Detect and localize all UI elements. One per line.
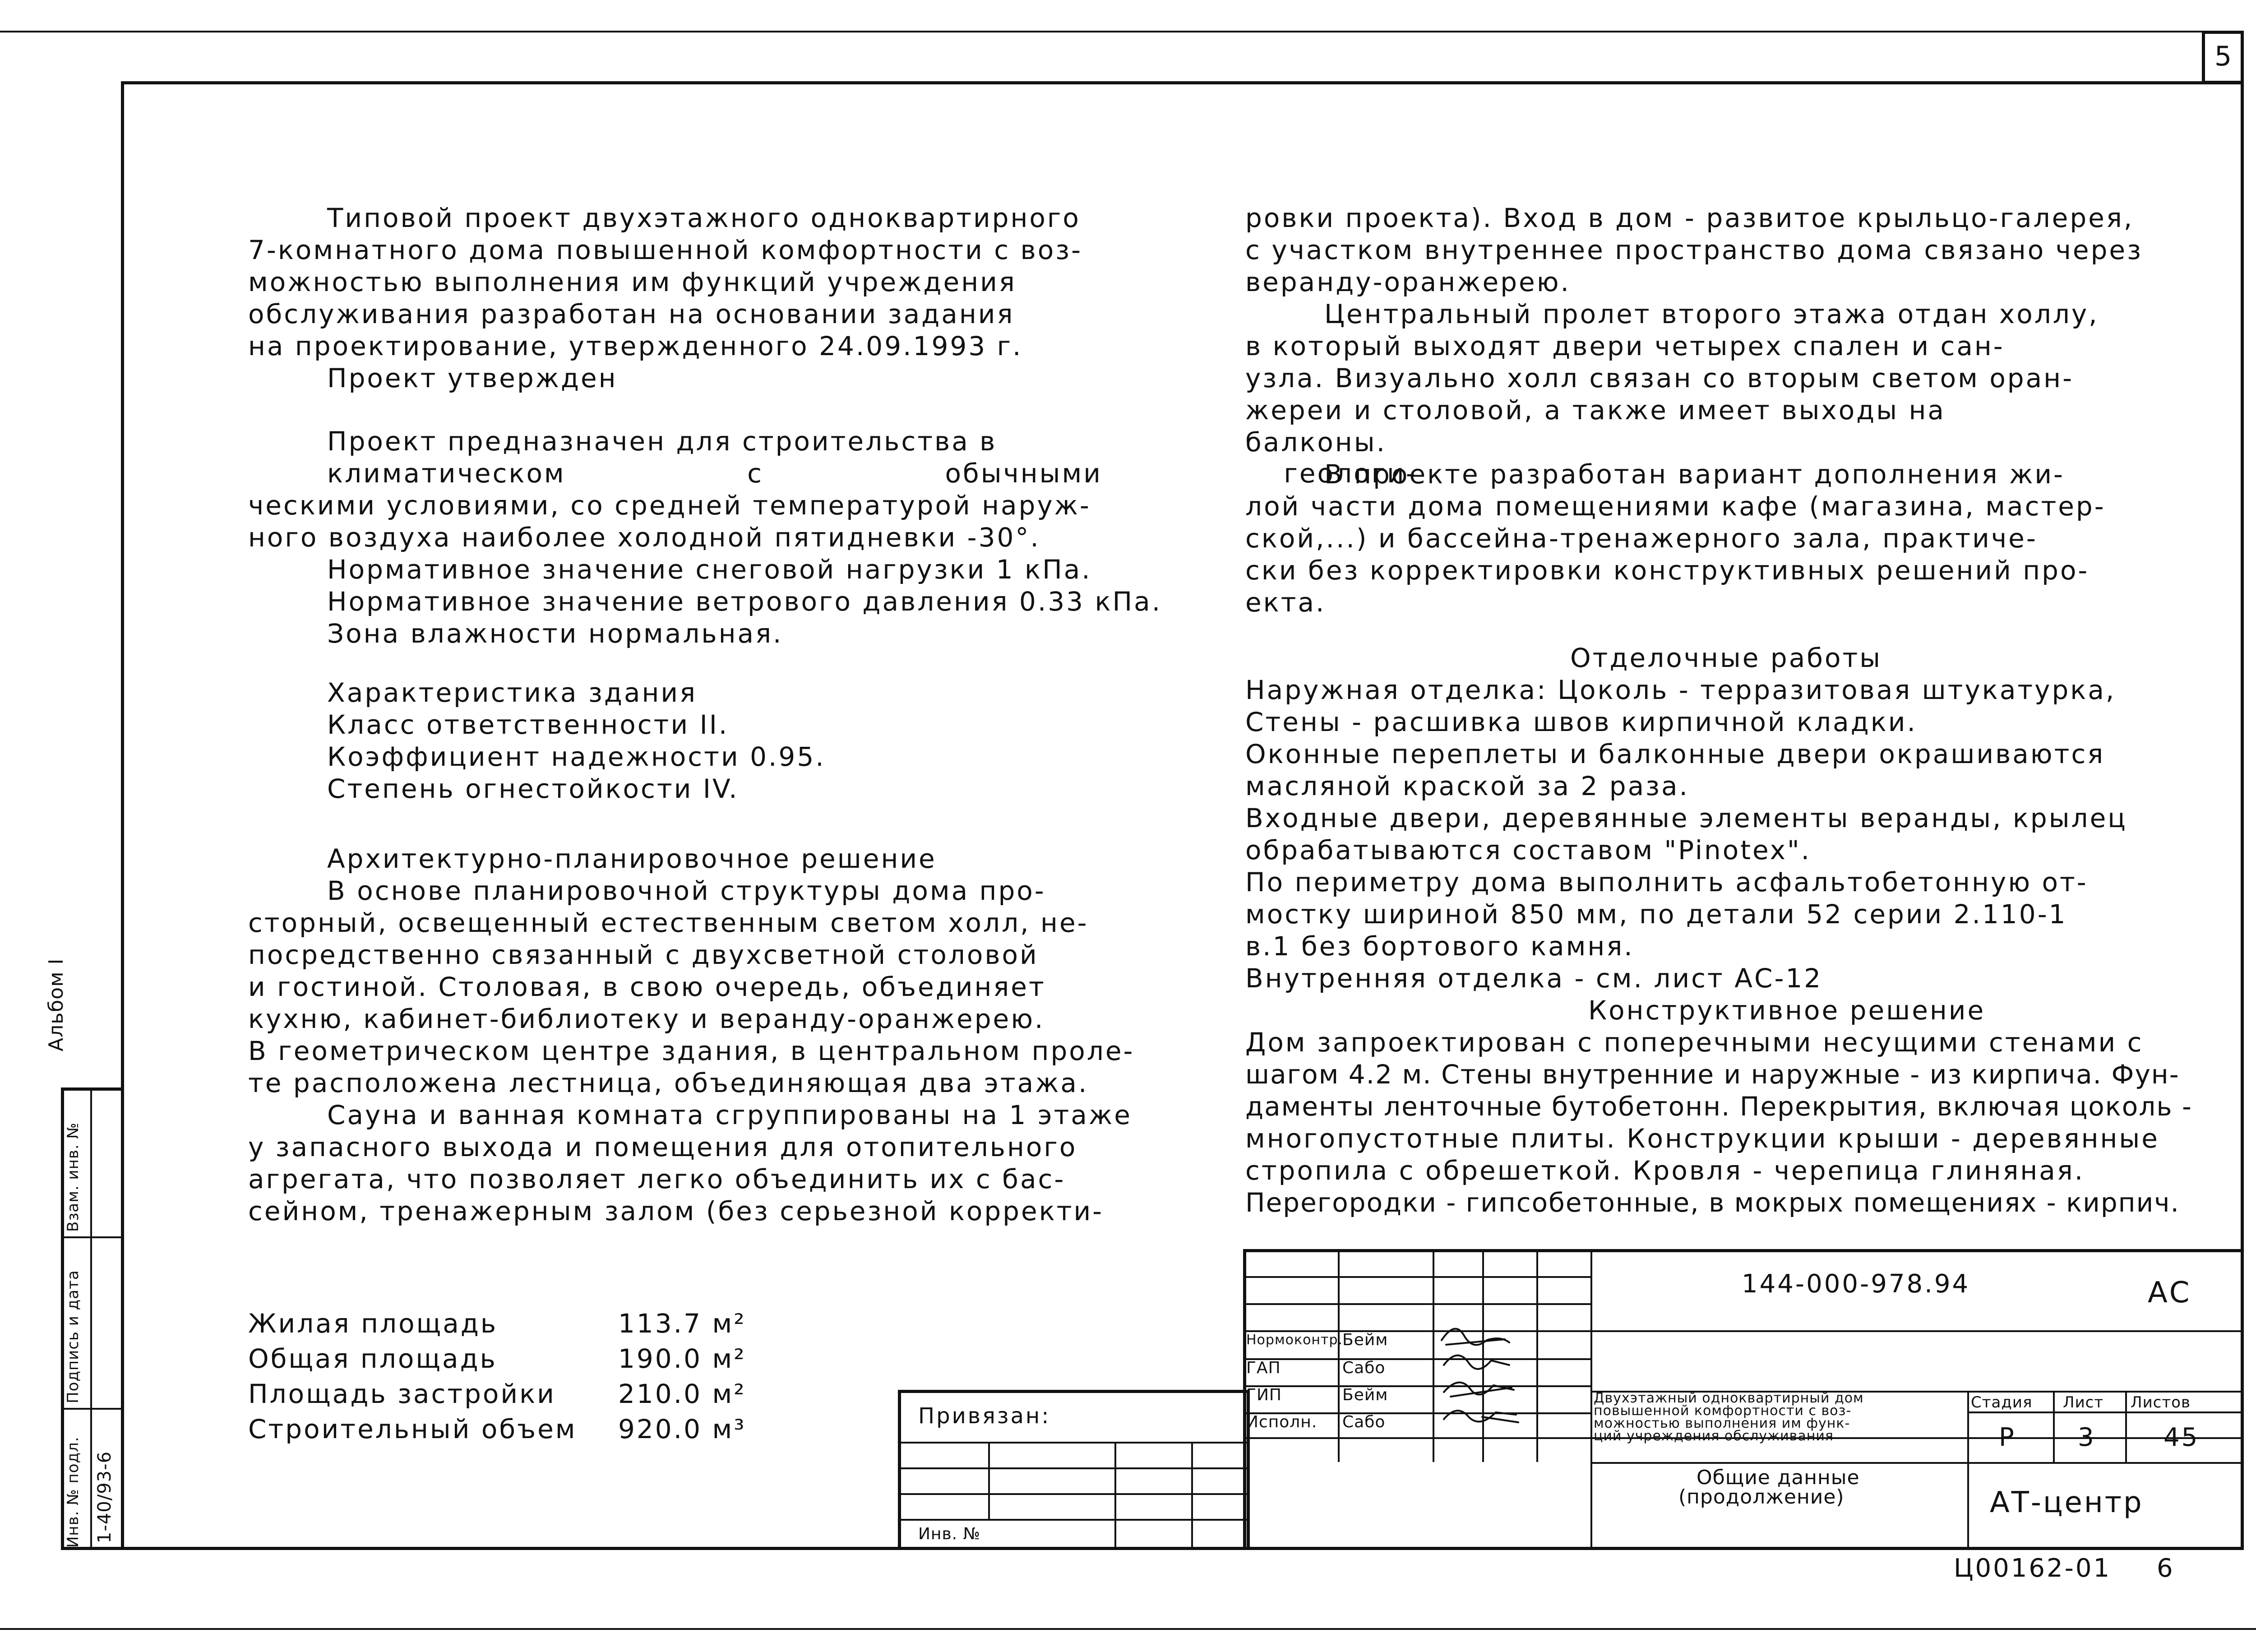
climate-line: Нормативное значение ветрового давления 0.33 кПа. xyxy=(327,586,1162,617)
privyazan-row xyxy=(898,1519,1250,1521)
album-label: Альбом I xyxy=(45,958,68,1051)
architecture-line: В основе планировочной структуры дома про- xyxy=(327,875,1046,906)
area-value: 210.0 м² xyxy=(618,1379,746,1409)
characteristics-line: Характеристика здания xyxy=(327,677,698,708)
project-title-line: можностью выполнения им функ- xyxy=(1594,1416,1850,1431)
sheet-label: Лист xyxy=(2063,1393,2104,1411)
doc-mark: АС xyxy=(2148,1276,2191,1310)
inv-label: Инв. № xyxy=(918,1525,981,1543)
role-name: Сабо xyxy=(1342,1359,1386,1377)
continuation-line: жереи и столовой, а также имеет выходы на xyxy=(1245,395,1946,426)
tb-col xyxy=(1590,1249,1592,1550)
stage-label: Стадия xyxy=(1971,1393,2033,1411)
intro-line: Проект утвержден xyxy=(327,363,618,393)
finishing-line: Внутренняя отделка - см. лист АС-12 xyxy=(1245,963,1823,994)
inv-podl-value: 1-40/93-6 xyxy=(94,1451,115,1543)
sheet-title-line: Общие данные xyxy=(1697,1466,1860,1489)
architecture-line: у запасного выхода и помещения для отопительного xyxy=(248,1132,1077,1162)
characteristics-line: Коэффициент надежности 0.95. xyxy=(327,741,826,772)
project-title-line: повышенной комфортности с воз- xyxy=(1594,1403,1852,1419)
project-title-line: Двухэтажный одноквартирный дом xyxy=(1594,1390,1864,1406)
tb-col xyxy=(1967,1391,1969,1550)
vzam-inv-label: Взам. инв. № xyxy=(64,1122,82,1232)
finishing-line: в.1 без бортового камня. xyxy=(1245,931,1634,962)
construction-line: даменты ленточные бутобетонн. Перекрытия, включая цоколь - xyxy=(1245,1091,2192,1122)
organization: АТ-центр xyxy=(1990,1486,2144,1519)
architecture-line: те расположена лестница, объединяющая два этажа. xyxy=(248,1068,1089,1098)
side-stamp-row xyxy=(61,1408,124,1410)
area-value: 190.0 м² xyxy=(618,1343,746,1374)
area-label: Площадь застройки xyxy=(248,1379,556,1409)
architecture-line: кухню, кабинет-библиотеку и веранду-оранжерею. xyxy=(248,1004,1045,1034)
area-label: Общая площадь xyxy=(248,1343,497,1374)
continuation-line: ровки проекта). Вход в дом - развитое крыльцо-галерея, xyxy=(1245,203,2134,233)
tb-row xyxy=(1243,1276,1590,1278)
construction-line: стропила с обрешеткой. Кровля - черепица глиняная. xyxy=(1245,1155,2085,1186)
footer-page: 6 xyxy=(2157,1554,2175,1583)
role-name: Бейм xyxy=(1342,1331,1388,1349)
continuation-line: Центральный пролет второго этажа отдан холлу, xyxy=(1324,299,2099,329)
role-ispoln: Исполн. xyxy=(1246,1413,1318,1431)
continuation-line: екта. xyxy=(1245,587,1326,618)
characteristics-line: Степень огнестойкости IV. xyxy=(327,773,739,804)
finishing-line: обрабатываются составом "Pinotex". xyxy=(1245,835,1812,865)
finishing-line: Оконные переплеты и балконные двери окрашиваются xyxy=(1245,739,2105,769)
tb-col xyxy=(1433,1249,1434,1462)
finishing-line: мостку шириной 850 мм, по детали 52 серии 2.110-1 xyxy=(1245,899,2067,930)
architecture-line: сторный, освещенный естественным светом холл, не- xyxy=(248,907,1089,938)
area-label: Жилая площадь xyxy=(248,1308,498,1339)
role-gap: ГАП xyxy=(1246,1359,1281,1377)
continuation-line: лой части дома помещениями кафе (магазина, мастер- xyxy=(1245,491,2106,522)
signatures xyxy=(1437,1322,1541,1430)
architecture-line: Сауна и ванная комната сгруппированы на 1 этаже xyxy=(327,1100,1132,1130)
climate-line: Нормативное значение снеговой нагрузки 1 кПа. xyxy=(327,554,1092,585)
privyazan-row xyxy=(898,1442,1250,1444)
continuation-line: ски без корректировки конструктивных решений про- xyxy=(1245,555,2090,586)
intro-line: на проектирование, утвержденного 24.09.1993 г. xyxy=(248,331,1023,361)
architecture-line: В геометрическом центре здания, в центральном проле- xyxy=(248,1036,1135,1066)
continuation-line: узла. Визуально холл связан со вторым светом оран- xyxy=(1245,363,2074,393)
privyazan-label: Привязан: xyxy=(918,1403,1051,1429)
sheets-value: 45 xyxy=(2164,1423,2200,1452)
top-rule xyxy=(0,31,2202,32)
continuation-line: ской,...) и бассейна-тренажерного зала, практиче- xyxy=(1245,523,2038,554)
construction-title: Конструктивное решение xyxy=(1588,995,1986,1026)
tb-col xyxy=(1338,1249,1340,1462)
privyazan-row xyxy=(898,1467,1250,1469)
tb-row xyxy=(1590,1462,2244,1464)
role-name: Сабо xyxy=(1342,1413,1386,1431)
continuation-line: веранду-оранжерею. xyxy=(1245,267,1571,297)
doc-code: 144-000-978.94 xyxy=(1742,1269,1970,1299)
architecture-line: посредственно связанный с двухсветной столовой xyxy=(248,939,1039,970)
finishing-line: Входные двери, деревянные элементы веранды, крылец xyxy=(1245,803,2127,833)
continuation-line: В проекте разработан вариант дополнения жи- xyxy=(1324,459,2065,490)
sheets-label: Листов xyxy=(2131,1393,2191,1411)
architecture-line: и гостиной. Столовая, в свою очередь, объединяет xyxy=(248,972,1046,1002)
privyazan-col xyxy=(1191,1442,1193,1550)
architecture-line: агрегата, что позволяет легко объединить их с бас- xyxy=(248,1164,1066,1194)
bottom-rule xyxy=(0,1628,2256,1630)
tb-row xyxy=(1243,1330,2244,1332)
finishing-title: Отделочные работы xyxy=(1570,643,1882,673)
climate-line: Проект предназначен для строительства в xyxy=(327,426,997,457)
privyazan-row xyxy=(898,1493,1250,1495)
side-stamp-row xyxy=(61,1236,124,1238)
area-label: Строительный объем xyxy=(248,1414,577,1444)
intro-line: обслуживания разработан на основании задания xyxy=(248,299,1015,329)
continuation-line: балконы. xyxy=(1245,427,1387,458)
inv-podl-label: Инв. № подл. xyxy=(64,1436,82,1548)
podpis-data-label: Подпись и дата xyxy=(64,1270,82,1403)
finishing-line: Наружная отделка: Цоколь - терразитовая штукатурка, xyxy=(1245,675,2116,705)
stage-value: Р xyxy=(1999,1423,2016,1452)
role-name: Бейм xyxy=(1342,1386,1388,1404)
tb-col xyxy=(2053,1391,2055,1462)
side-stamp-divider xyxy=(90,1087,92,1550)
continuation-line: в который выходят двери четырех спален и сан- xyxy=(1245,331,2005,361)
intro-line: можностью выполнения им функций учреждения xyxy=(248,267,1017,297)
privyazan-col xyxy=(1114,1442,1116,1550)
climate-line: ного воздуха наиболее холодной пятидневки -30°. xyxy=(248,522,1040,553)
climate-line: Зона влажности нормальная. xyxy=(327,618,783,649)
tb-row xyxy=(1967,1411,2244,1413)
architecture-line: сейном, тренажерным залом (без серьезной корректи- xyxy=(248,1196,1104,1226)
characteristics-line: Класс ответственности II. xyxy=(327,709,729,740)
climate-line: климатическом с обычными геологи- xyxy=(327,458,1417,489)
privyazan-col xyxy=(988,1442,990,1519)
tb-row xyxy=(1243,1303,1590,1305)
construction-line: многопустотные плиты. Конструкции крыши - деревянные xyxy=(1245,1123,2159,1154)
project-title-line: ций учреждения обслуживания xyxy=(1594,1428,1834,1444)
finishing-line: По периметру дома выполнить асфальтобетонную от- xyxy=(1245,867,2088,898)
intro-line: Типовой проект двухэтажного одноквартирного xyxy=(327,203,1081,233)
climate-line: ческими условиями, со средней температурой наруж- xyxy=(248,490,1091,521)
area-value: 113.7 м² xyxy=(618,1308,746,1339)
archive-code: Ц00162-01 xyxy=(1954,1554,2112,1583)
finishing-line: масляной краской за 2 раза. xyxy=(1245,771,1689,801)
architecture-title: Архитектурно-планировочное решение xyxy=(327,843,937,874)
area-value: 920.0 м³ xyxy=(618,1414,746,1444)
sheet-value: 3 xyxy=(2078,1423,2096,1452)
construction-line: Дом запроектирован с поперечными несущими стенами с xyxy=(1245,1027,2144,1058)
continuation-line: с участком внутреннее пространство дома связано через xyxy=(1245,235,2143,265)
finishing-line: Стены - расшивка швов кирпичной кладки. xyxy=(1245,707,1917,737)
sheet-corner-number: 5 xyxy=(2214,41,2234,72)
role-gip: ГИП xyxy=(1246,1386,1282,1404)
role-normokontr: Нормоконтр. xyxy=(1246,1332,1343,1348)
intro-line: 7-комнатного дома повышенной комфортности с воз- xyxy=(248,235,1082,265)
sheet-title-line: (продолжение) xyxy=(1678,1485,1845,1509)
construction-line: Перегородки - гипсобетонные, в мокрых помещениях - кирпич. xyxy=(1245,1187,2180,1218)
tb-col xyxy=(2125,1391,2127,1462)
construction-line: шагом 4.2 м. Стены внутренние и наружные - из кирпича. Фун- xyxy=(1245,1059,2180,1090)
